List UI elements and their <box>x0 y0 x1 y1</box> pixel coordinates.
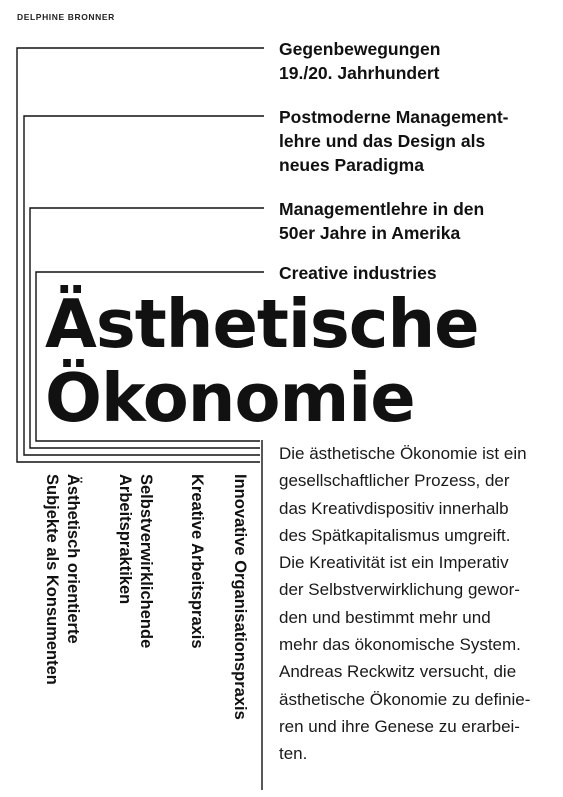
vertical-label-kreative: Kreative Arbeitspraxis <box>188 474 206 649</box>
heading-creative-industries: Creative industries <box>279 263 437 283</box>
vertical-label-selbstverwirklichende: Selbstverwirklichende Arbeitspraktiken <box>116 474 155 649</box>
vertical-label-aesthetisch: Ästhetisch orientierte Subjekte als Konsumenten <box>43 474 82 685</box>
title-line-1: Ästhetische <box>45 285 479 363</box>
heading-postmoderne: Postmoderne Management- lehre und das Design als neues Paradigma <box>279 107 509 175</box>
vertical-label-innovative: Innovative Organisationspraxis <box>231 474 249 720</box>
body-paragraph: Die ästhetische Ökonomie ist ein gesellschaftlicher Prozess, der das Kreativdispositiv innerhalb des Spätkapitalismus umgreift. Die Kreativität ist ein Imperativ der Selbstverwirklichung gewor- den und bestimmt mehr und mehr das ökonomische System. Andreas Reckwitz versucht, die ästhetische Ökonomie zu definie- ren und ihre Genese zu erarbei- ten. <box>279 444 531 764</box>
author-name: DELPHINE BRONNER <box>17 12 115 22</box>
title-line-2: Ökonomie <box>45 359 415 437</box>
heading-managementlehre: Managementlehre in den 50er Jahre in Amerika <box>279 199 485 243</box>
heading-gegenbewegungen: Gegenbewegungen 19./20. Jahrhundert <box>279 39 441 83</box>
